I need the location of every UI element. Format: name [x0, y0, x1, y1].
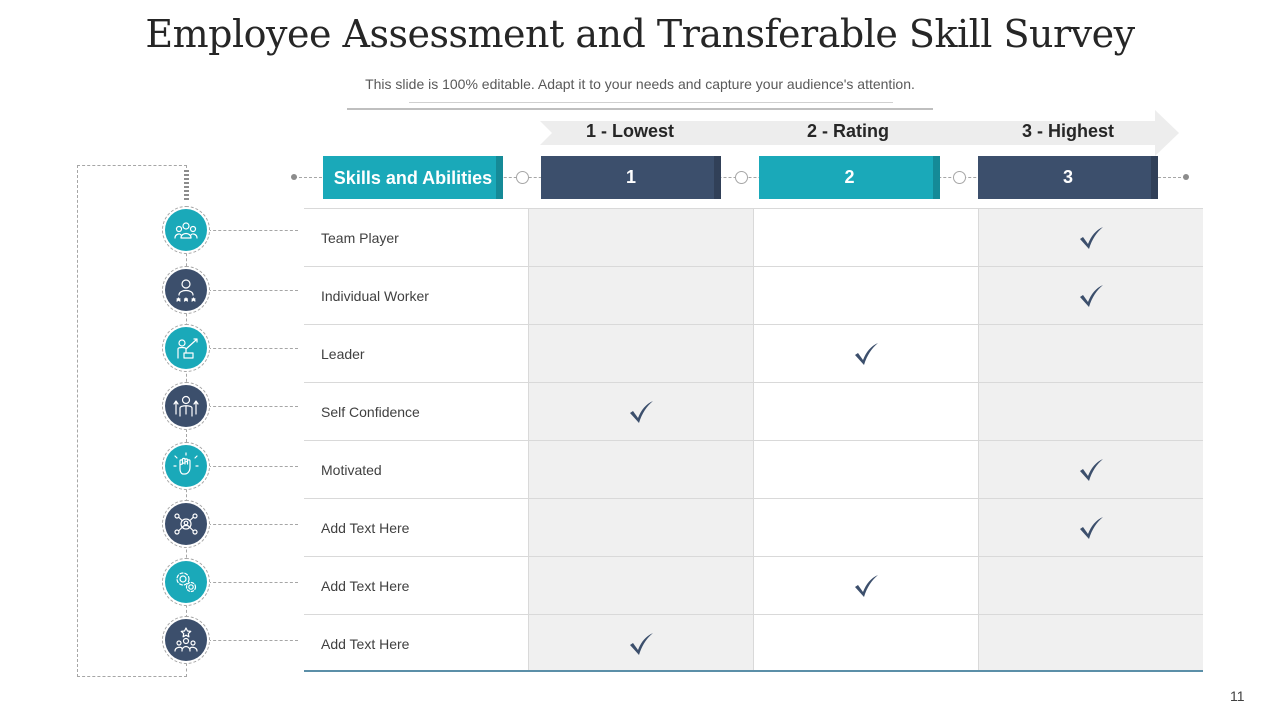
- skill-cell: [304, 615, 528, 672]
- skill-cell: [304, 383, 528, 440]
- rating-cell-2: [753, 209, 978, 266]
- skill-icon-badge: [162, 558, 210, 606]
- rating-cell-2: [753, 499, 978, 556]
- checkmark-icon: [1078, 458, 1104, 482]
- rating-cell-1: [528, 615, 753, 672]
- checkmark-icon: [1078, 516, 1104, 540]
- icon-connector-line: [208, 406, 298, 407]
- icon-connector-line: [208, 290, 298, 291]
- rating-column-header-3: [978, 156, 1158, 199]
- rating-cell-3: [978, 383, 1203, 440]
- skill-label: Motivated: [321, 461, 382, 478]
- rating-cell-3: [978, 267, 1203, 324]
- rating-cell-2: [753, 441, 978, 498]
- rating-cell-3: [978, 615, 1203, 672]
- page-number: 11: [1230, 688, 1245, 704]
- network-person-icon: [165, 503, 207, 545]
- icon-connector-line: [208, 640, 298, 641]
- rating-cell-1: [528, 383, 753, 440]
- skill-cell: [304, 209, 528, 266]
- skills-abilities-header-text: Skills and Abilities: [333, 167, 493, 188]
- skill-label: Leader: [321, 345, 365, 362]
- rating-column-header-1: [541, 156, 721, 199]
- skill-icon-badge: [162, 382, 210, 430]
- connector-ring: [953, 171, 966, 184]
- table-row: [304, 208, 1203, 266]
- rating-cell-3: [978, 499, 1203, 556]
- checkmark-icon: [1078, 284, 1104, 308]
- table-row: [304, 266, 1203, 324]
- table-row: [304, 324, 1203, 382]
- skill-label: Self Confidence: [321, 403, 420, 420]
- skill-cell: [304, 557, 528, 614]
- subtitle-underline: [347, 108, 933, 110]
- rating-label-lowest: 1 - Lowest: [585, 121, 674, 141]
- individual-worker-icon: [165, 269, 207, 311]
- checkmark-icon: [853, 574, 879, 598]
- rating-label-highest: 3 - Highest: [1021, 121, 1114, 141]
- rating-cell-3: [978, 325, 1203, 382]
- rating-cell-1: [528, 499, 753, 556]
- skill-cell: [304, 267, 528, 324]
- rating-cell-1: [528, 441, 753, 498]
- icon-connector-line: [208, 348, 298, 349]
- checkmark-icon: [628, 632, 654, 656]
- icon-connector-line: [208, 524, 298, 525]
- rating-cell-3: [978, 557, 1203, 614]
- self-confidence-icon: [165, 385, 207, 427]
- skill-icon-badge: [162, 616, 210, 664]
- gears-icon: [165, 561, 207, 603]
- icon-connector-line: [208, 582, 298, 583]
- rating-cell-2: [753, 615, 978, 672]
- checkmark-icon: [1078, 226, 1104, 250]
- connector-ring: [735, 171, 748, 184]
- skill-icon-badge: [162, 206, 210, 254]
- skill-icon-badge: [162, 266, 210, 314]
- skill-cell: [304, 325, 528, 382]
- skill-label: Individual Worker: [321, 287, 429, 304]
- rating-cell-2: [753, 325, 978, 382]
- connector-ring: [516, 171, 529, 184]
- skill-label: Add Text Here: [321, 577, 410, 594]
- rating-scale-arrowhead: [1155, 110, 1179, 156]
- rating-cell-2: [753, 383, 978, 440]
- rating-cell-1: [528, 267, 753, 324]
- table-row: [304, 382, 1203, 440]
- rating-column-header-2: [759, 156, 940, 199]
- subtitle-underline-short: [409, 102, 893, 103]
- skill-label: Team Player: [321, 229, 399, 246]
- table-row: [304, 556, 1203, 614]
- connector-dot-right: [1183, 174, 1189, 180]
- icon-connector-line: [208, 466, 298, 467]
- rating-cell-2: [753, 267, 978, 324]
- rating-column-header-text: 1: [625, 167, 636, 187]
- motivated-fist-icon: [165, 445, 207, 487]
- skill-cell: [304, 441, 528, 498]
- slide-title: Employee Assessment and Transferable Skill Survey: [145, 12, 1135, 56]
- skill-cell: [304, 499, 528, 556]
- leader-icon: [165, 327, 207, 369]
- connector-dot-left: [291, 174, 297, 180]
- table-row: [304, 440, 1203, 498]
- skills-abilities-header: [323, 156, 503, 199]
- skill-label: Add Text Here: [321, 519, 410, 536]
- skill-icon-badge: [162, 324, 210, 372]
- rating-cell-1: [528, 209, 753, 266]
- team-icon: [165, 209, 207, 251]
- checkmark-icon: [628, 400, 654, 424]
- rating-cell-3: [978, 441, 1203, 498]
- slide-subtitle: This slide is 100% editable. Adapt it to your needs and capture your audience's attention.: [365, 76, 915, 92]
- rating-label-rating: 2 - Rating: [806, 121, 889, 141]
- table-row: [304, 498, 1203, 556]
- checkmark-icon: [853, 342, 879, 366]
- skill-label: Add Text Here: [321, 635, 410, 652]
- skill-icon-badge: [162, 442, 210, 490]
- skills-rating-table: [304, 208, 1203, 672]
- star-team-icon: [165, 619, 207, 661]
- table-row: [304, 614, 1203, 672]
- rating-cell-1: [528, 557, 753, 614]
- skill-icon-badge: [162, 500, 210, 548]
- rating-column-header-text: 3: [1062, 167, 1073, 187]
- rating-column-header-text: 2: [844, 167, 855, 187]
- rating-cell-3: [978, 209, 1203, 266]
- rating-cell-2: [753, 557, 978, 614]
- icon-connector-line: [208, 230, 298, 231]
- table-bottom-border: [304, 670, 1203, 672]
- icon-column-zigzag: [184, 170, 189, 200]
- rating-cell-1: [528, 325, 753, 382]
